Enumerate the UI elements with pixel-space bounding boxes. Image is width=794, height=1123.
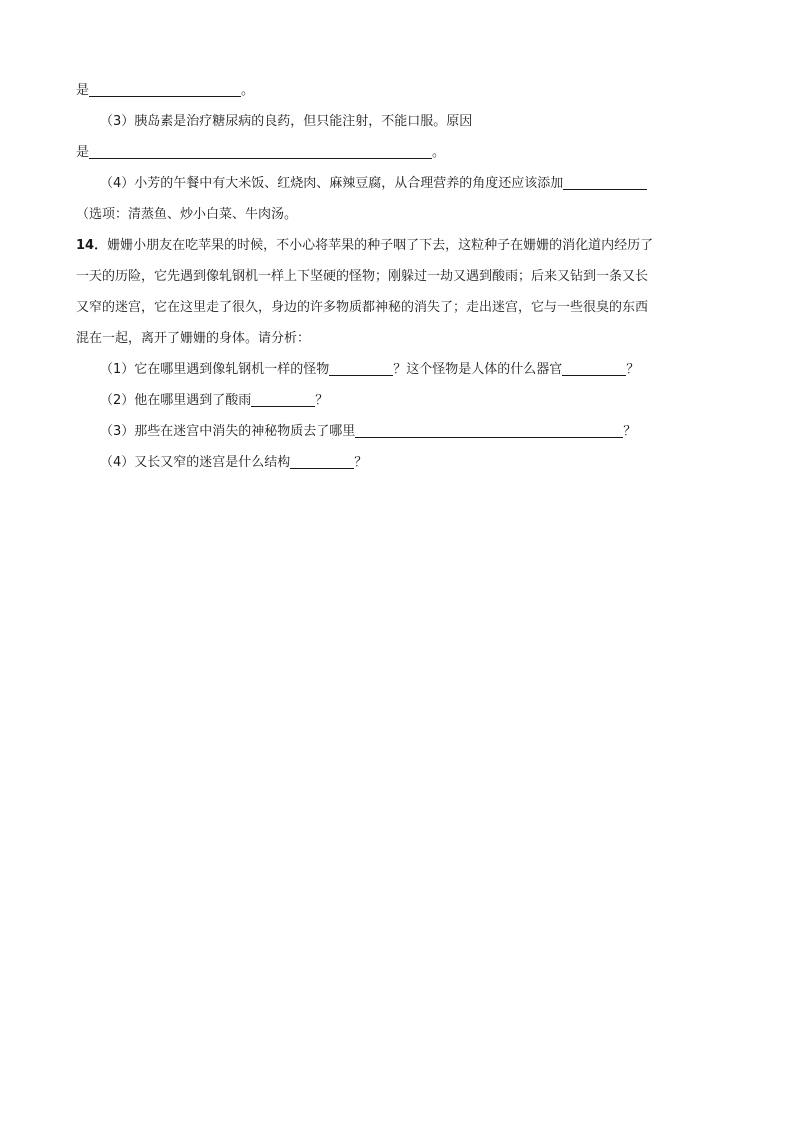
q14-part4-text: （4）又长又窄的迷宫是什么结构 [100,455,291,470]
question-mark: ？ [626,362,640,377]
q14-stem-text: 姗姗小朋友在吃苹果的时候，不小心将苹果的种子咽了下去，这粒种子在姗姗的消化道内经历了 [107,238,654,253]
question-mark: ？ [354,455,368,470]
q14-stem-line [76,326,716,357]
q13-part4-text: （4）小芳的午餐中有大米饭、红烧肉、麻辣豆腐，从合理营养的角度还应该添加 [100,176,564,191]
q13-part3-text: （3）胰岛素是治疗糖尿病的良药，但只能注射，不能口服。原因 [100,114,473,129]
q14-part1 [76,357,716,388]
answer-blank[interactable] [251,390,315,407]
answer-blank[interactable] [562,359,626,376]
q14-part3-text: （3）那些在迷宫中消失的神秘物质去了哪里 [100,424,356,439]
question-mark: ？ [623,424,637,439]
q13-part4-options [76,202,716,233]
q13-part3 [76,109,716,140]
question-mark: ？ [315,393,329,408]
q13-continuation-line [76,78,716,109]
q14-stem-line [76,233,716,264]
answer-blank[interactable] [89,80,241,97]
q14-stem-text: 混在一起，离开了姗姗的身体。请分析： [76,331,311,346]
answer-blank[interactable] [290,452,354,469]
answer-prefix: 是 [76,83,90,98]
q14-part4 [76,450,716,481]
q13-part3-answer-line [76,140,716,171]
question-number: 14． [76,238,108,253]
q14-stem-line [76,295,716,326]
answer-blank[interactable] [563,173,647,190]
worksheet-page [76,78,716,481]
q14-part1-text-b: ？这个怪物是人体的什么器官 [393,362,563,377]
sentence-end: 。 [241,83,255,98]
answer-prefix: 是 [76,145,90,160]
answer-blank[interactable] [329,359,393,376]
q14-part2 [76,388,716,419]
q14-part2-text: （2）他在哪里遇到了酸雨 [100,393,252,408]
q14-part1-text: （1）它在哪里遇到像轧钢机一样的怪物 [100,362,330,377]
sentence-end: 。 [432,145,446,160]
q14-part3 [76,419,716,450]
q14-stem-line [76,264,716,295]
q13-part4 [76,171,716,202]
answer-blank[interactable] [89,142,432,159]
answer-blank[interactable] [355,421,623,438]
q14-stem-text: 又窄的迷宫，它在这里走了很久，身边的许多物质都神秘的消失了；走出迷宫，它与一些很臭的东西 [76,300,649,315]
q14-stem-text: 一天的历险，它先遇到像轧钢机一样上下坚硬的怪物；刚躲过一劫又遇到酸雨；后来又钻到一条又长 [76,269,649,284]
options-text: （选项：清蒸鱼、炒小白菜、牛肉汤。 [76,207,298,222]
